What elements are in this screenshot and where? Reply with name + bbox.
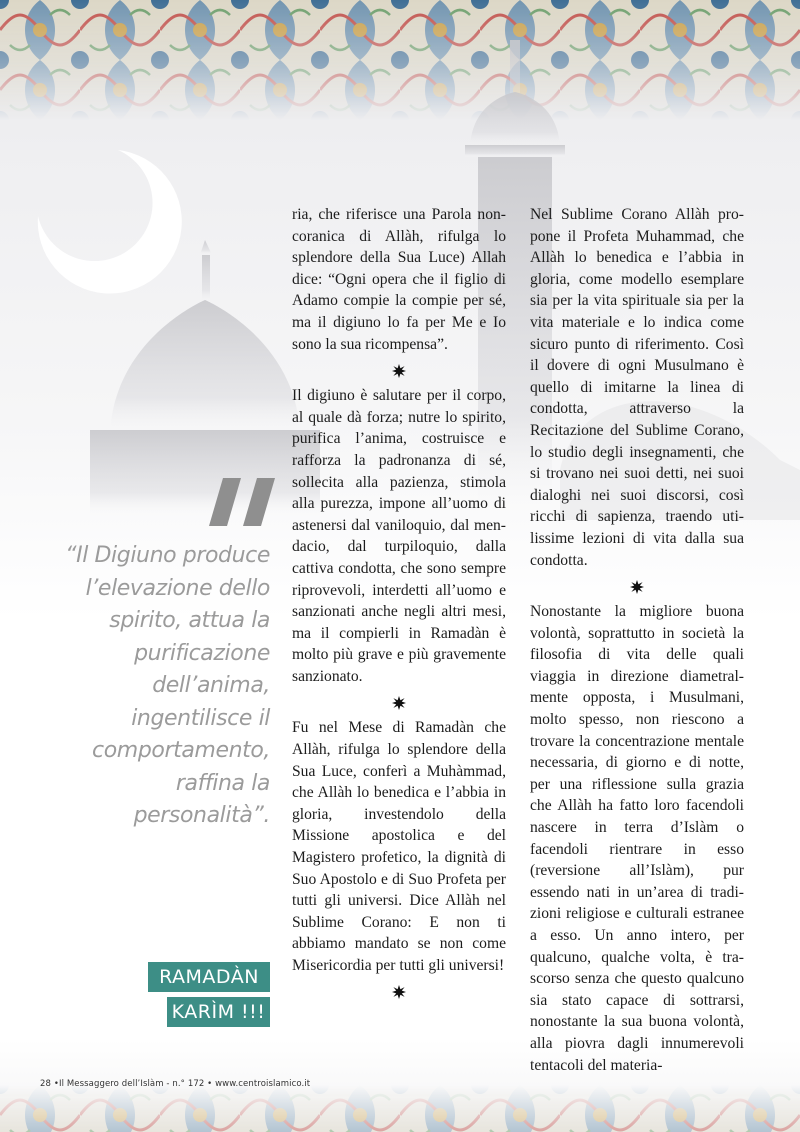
pull-quote-line: “Il Digiuno produce — [65, 543, 270, 568]
paragraph: Il digiuno è salutare per il corpo, al quale dà forza; nutre lo spirito, purifica l’anima, costruisce e rafforza la padronanza di sé, sollecita alla pazienza, stimola alla purezza, impone all’uomo di astenersi dal vaniloquio, dal mendacio, dal turpiloquio, dalla cattiva condotta, che sono sempre riprovevoli, interdetti all’uomo e sanzionati anche negli altri mesi, ma il compierli in Ramadàn è molto più grave e più gravemente sanzionato. — [292, 387, 506, 685]
star-divider-icon — [530, 574, 744, 597]
star-divider-icon — [292, 690, 506, 713]
page-number: 28 — [40, 1079, 52, 1089]
paragraph: ria, che riferisce una Parola non-coranica di Allàh, rifulga lo splendore della Sua Luce) Allah dice: “Ogni opera che il figlio di Adamo compie la compie per sé, ma il digiuno lo fa per Me e Io sono la sua ricompensa”. — [292, 206, 506, 353]
paragraph: Nel Sublime Corano Allàh propone il Profeta Muhammad, che Allàh lo benedica e l’abbia in gloria, come modello esemplare sia per la vita spirituale sia per la vita materiale e lo indica come sicuro punto di riferimento. Così il dovere di ogni Musulmano è quello di imitarne la linea di condotta, attraverso la Recitazione del Sublime Corano, lo studio degli insegnamenti, che si trovano nei suoi detti, nei suoi dialoghi nei suoi discorsi, così ricchi di sapienza, traendo utilissime lezioni di vita dalla sua condotta. — [530, 206, 744, 569]
pull-quote-line: comportamento, — [92, 738, 270, 763]
paragraph: Nonostante la migliore buona volontà, soprattutto in società la filosofia di vita delle quali viaggia in direzione diametralmente opposta, i Musulmani, molto spesso, non riescono a trovare la concentrazione mentale necessaria, di giorno e di notte, per una riflessione sulla grazia che Allàh ha fatto loro facendoli nascere in terra d’Islàm o facendoli rientrare in esso (reversione all’Islàm), pur essendo nati in un’area di tradizioni religiose e culturali estranee a esso. Un anno intero, per qualcuno, qualche volta, è trascorso senza che questo qualcuno sia stato capace di sottrarsi, nonostante la sua buona volontà, alla piovra dagli innumerevoli tentacoli del materia- — [530, 603, 744, 1074]
star-divider-icon — [292, 980, 506, 1003]
pull-quote-line: ingentilisce il — [131, 705, 270, 731]
pull-quote — [40, 540, 270, 833]
article-column-1 — [292, 204, 506, 1007]
quotation-mark-icon — [205, 478, 275, 528]
crescent-moon-icon — [38, 150, 182, 294]
pull-quote-line: raffina la — [175, 770, 270, 796]
article-column-2 — [530, 204, 744, 1076]
ramadan-badge-line2: KARÌM !!! — [167, 997, 270, 1027]
pull-quote-line: spirito, attua la — [109, 608, 270, 633]
arabesque-bottom-border — [0, 1085, 800, 1132]
star-divider-icon — [292, 358, 506, 381]
pull-quote-line: purificazione — [134, 640, 270, 666]
publication-name: •Il Messaggero dell’Islàm - n.° 172 • — [53, 1079, 213, 1089]
paragraph: Fu nel Mese di Ramadàn che Allàh, rifulga lo splendore della Sua Luce, conferì a Muhàmmad, che Allàh lo benedica e l’abbia in gloria, investendolo della Missione apostolica e del Magistero profetico, la dignità di Suo Apostolo e di Suo Profeta per tutti gli universi. Dice Allàh nel Sublime Corano: E non ti abbiamo mandato se non come Misericordia per tutti gli universi! — [292, 719, 506, 974]
page-footer — [40, 1079, 310, 1089]
website-link[interactable]: www.centroislamico.it — [215, 1079, 311, 1089]
pull-quote-line: l’elevazione dello — [85, 575, 270, 601]
ramadan-badge-line1: RAMADÀN — [148, 962, 270, 992]
pull-quote-line: dell’anima, — [152, 673, 270, 698]
pull-quote-line: personalità”. — [133, 803, 270, 828]
